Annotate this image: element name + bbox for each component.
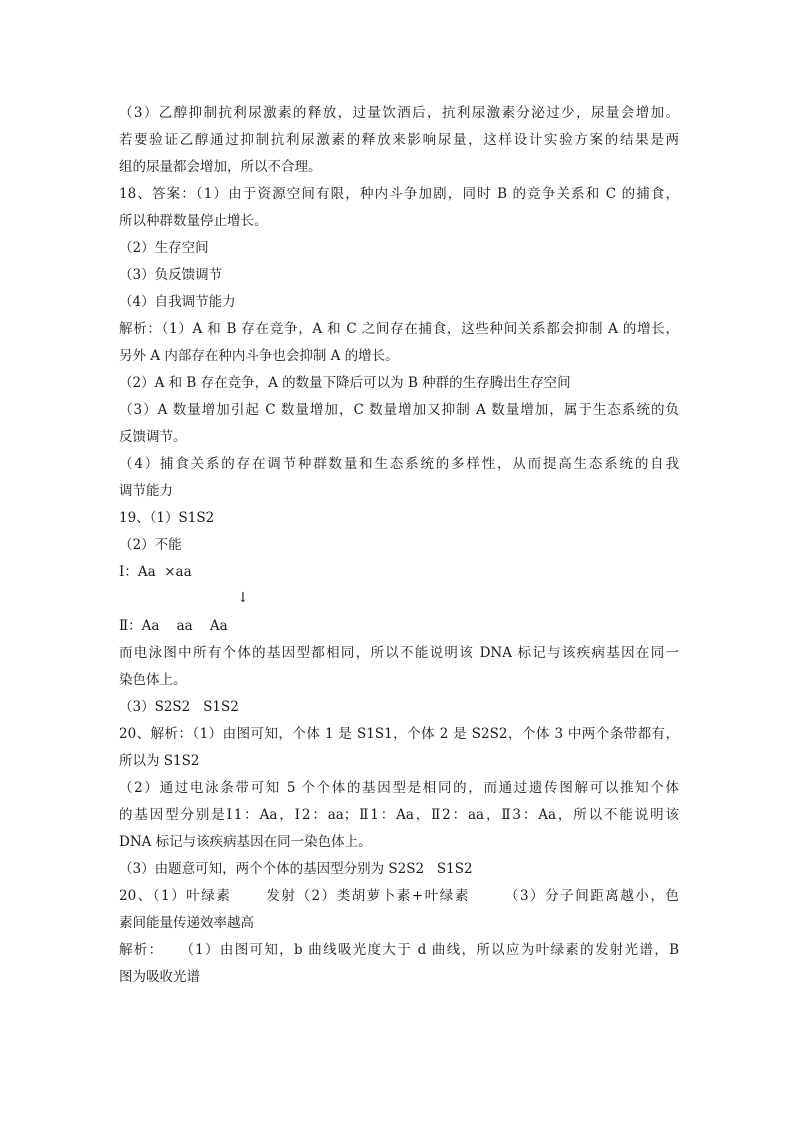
document-body bbox=[119, 100, 679, 1051]
page-bottom-margin bbox=[119, 991, 679, 1051]
text-line: （3）A 数量增加引起 C 数量增加，C 数量增加又抑制 A 数量增加，属于生态系统的负 bbox=[119, 402, 679, 418]
analysis-line: 图为吸收光谱 bbox=[119, 969, 200, 985]
text-line: 染色体上。 bbox=[119, 672, 187, 688]
answer-18-line: 所以种群数量停止增长。 bbox=[119, 213, 268, 229]
answer-20b-line: 20、（1）叶绿素 发射（2）类胡萝卜素+叶绿素 （3）分子间距离越小，色 bbox=[119, 888, 679, 904]
answer-19-line: 19、（1）S1S2 bbox=[119, 510, 215, 526]
text-line: （2）不能 bbox=[119, 537, 182, 553]
answer-20-line: 20、解析：（1）由图可知，个体 1 是 S1S1，个体 2 是 S2S2，个体 3 中两个条带都有， bbox=[119, 726, 679, 742]
down-arrow-icon: ↓ bbox=[237, 590, 249, 606]
analysis-line: 解析：（1）A 和 B 存在竞争，A 和 C 之间存在捕食，这些种间关系都会抑制 A 的增长， bbox=[119, 321, 679, 337]
cross-offspring: Ⅱ：Aa aa Aa bbox=[119, 618, 228, 634]
text-line: DNA 标记与该疾病基因在同一染色体上。 bbox=[119, 834, 372, 850]
text-line: （2）通过电泳条带可知 5 个个体的基因型是相同的，而通过遗传图解可以推知个体 bbox=[119, 780, 679, 796]
text-line: （4）自我调节能力 bbox=[119, 294, 236, 310]
text-line: 而电泳图中所有个体的基因型都相同，所以不能说明该 DNA 标记与该疾病基因在同一 bbox=[119, 645, 679, 661]
text-line: （3）S2S2 S1S2 bbox=[119, 699, 239, 715]
text-line: 的基因型分别是Ⅰ1：Aa，Ⅰ2：aa；Ⅱ1：Aa，Ⅱ2：aa，Ⅱ3：Aa，所以不能说明该 bbox=[119, 807, 679, 823]
text-line: （2）A 和 B 存在竞争，A 的数量下降后可以为 B 种群的生存腾出生存空间 bbox=[119, 375, 571, 391]
text-line: （2）生存空间 bbox=[119, 240, 209, 256]
answer-20-line: 所以为 S1S2 bbox=[119, 753, 200, 769]
text-line: （3）乙醇抑制抗利尿激素的释放，过量饮酒后，抗利尿激素分泌过少，尿量会增加。 bbox=[119, 105, 679, 121]
text-line: （4）捕食关系的存在调节种群数量和生态系统的多样性，从而提高生态系统的自我 bbox=[119, 456, 679, 472]
cross-arrow-row bbox=[119, 586, 679, 613]
answer-20b-line: 素间能量传递效率越高 bbox=[119, 915, 254, 931]
text-line: 若要验证乙醇通过抑制抗利尿激素的释放来影响尿量，这样设计实验方案的结果是两 bbox=[119, 132, 679, 148]
text-line: （3）由题意可知，两个个体的基因型分别为 S2S2 S1S2 bbox=[119, 861, 473, 877]
analysis-line: 另外 A 内部存在种内斗争也会抑制 A 的增长。 bbox=[119, 348, 399, 364]
text-line: 调节能力 bbox=[119, 483, 173, 499]
text-line: （3）负反馈调节 bbox=[119, 267, 223, 283]
cross-parents: Ⅰ：Aa ×aa bbox=[119, 564, 192, 580]
analysis-line: 解析： （1）由图可知，b 曲线吸光度大于 d 曲线，所以应为叶绿素的发射光谱，B bbox=[119, 942, 679, 958]
text-line: 组的尿量都会增加，所以不合理。 bbox=[119, 159, 322, 175]
answer-18-line: 18、答案：（1）由于资源空间有限，种内斗争加剧，同时 B 的竞争关系和 C 的捕食， bbox=[119, 186, 679, 202]
text-line: 反馈调节。 bbox=[119, 429, 187, 445]
